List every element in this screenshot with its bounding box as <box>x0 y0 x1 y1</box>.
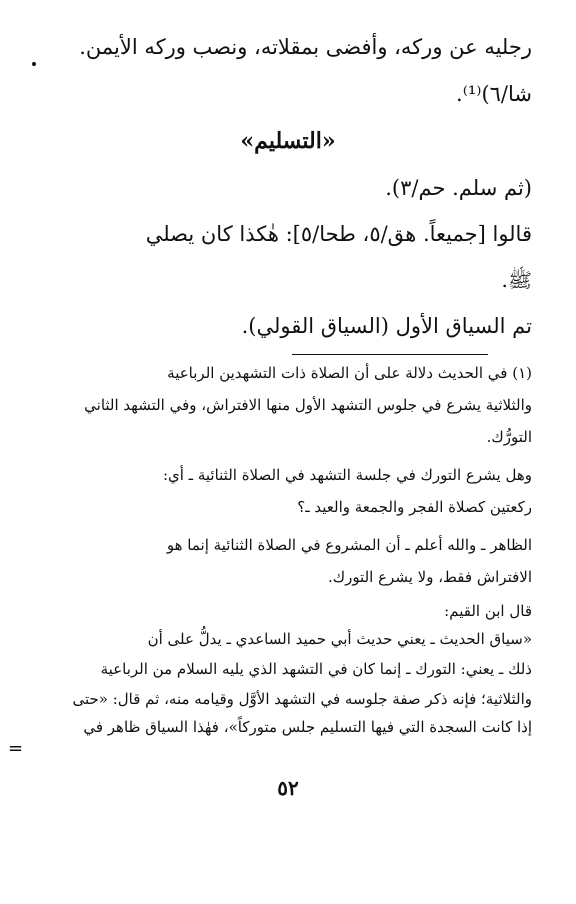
footnote-line-9: «سياق الحديث ـ يعني حديث أبي حميد الساعدي ـ يدلُّ على أن <box>147 630 532 648</box>
footnote-separator <box>292 354 488 355</box>
section-heading: «التسليم» <box>240 128 336 154</box>
footnote-line-8: قال ابن القيم: <box>444 602 532 620</box>
body-line-3: (ثم سلم. حم/٣). <box>385 176 532 200</box>
page-number: ٥٢ <box>277 776 299 800</box>
body-line-1: رجليه عن وركه، وأفضى بمقلاته، ونصب وركه الأيمن. <box>79 35 532 59</box>
footnote-line-1: (١) في الحديث دلالة على أن الصلاة ذات التشهدين الرباعية <box>167 364 532 382</box>
footnote-line-4: وهل يشرع التورك في جلسة التشهد في الصلاة الثنائية ـ أي: <box>162 466 532 484</box>
footnote-line-12: إذا كانت السجدة التي فيها التسليم جلس متوركاً»، فهٰذا السياق ظاهر في <box>83 718 532 736</box>
footnote-line-5: ركعتين كصلاة الفجر والجمعة والعيد ـ؟ <box>297 498 532 516</box>
continuation-mark: = <box>8 738 24 759</box>
margin-dot <box>32 62 36 66</box>
body-line-4: قالوا [جميعاً. هق/٥، طحا/٥]: هٰكذا كان يصلي <box>145 222 532 246</box>
footnote-line-11: والثلاثية؛ فإنه ذكر صفة جلوسه في التشهد الأوَّل وقيامه منه، ثم قال: «حتى <box>72 690 532 708</box>
footnote-line-2: والثلاثية يشرع في جلوس التشهد الأول منها الافتراش، وفي التشهد الثاني <box>84 396 532 414</box>
footnote-line-10: ذلك ـ يعني: التورك ـ إنما كان في التشهد الذي يليه السلام من الرباعية <box>100 660 532 678</box>
body-line-6: تم السياق الأول (السياق القولي). <box>241 314 532 338</box>
footnote-line-3: التورُّك. <box>486 428 532 446</box>
body-line-5: ﷺ. <box>501 268 532 292</box>
body-line-2: شا/٦)⁽¹⁾. <box>456 82 532 106</box>
footnote-line-6: الظاهر ـ والله أعلم ـ أن المشروع في الصلاة الثنائية إنما هو <box>166 536 532 554</box>
footnote-line-7: الافتراش فقط، ولا يشرع التورك. <box>327 568 532 586</box>
